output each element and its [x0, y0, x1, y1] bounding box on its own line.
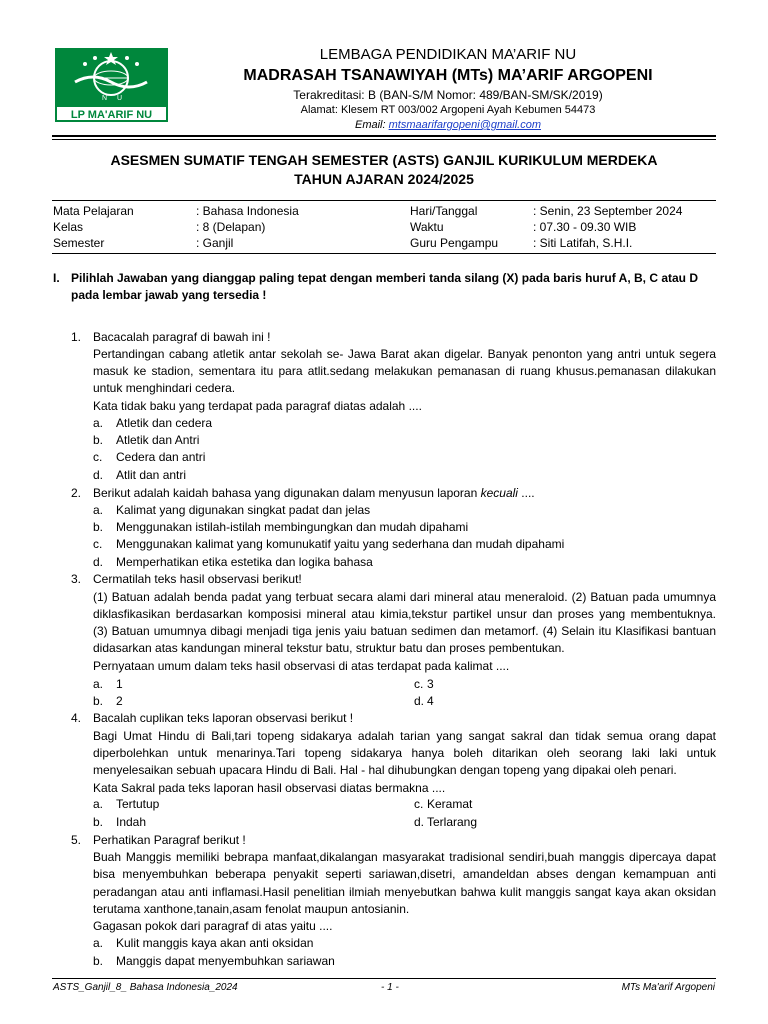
option-letter: a. [93, 416, 104, 430]
option-letter: c. [414, 677, 424, 691]
question-number: 2. [71, 486, 82, 500]
question-text: bisa menyembuhkan beberapa penyakit seperti sariawan,disetri, amandeldan abses dengan kemampuan anti [93, 867, 716, 881]
question-text: menyelesaikan sebuah upacara Hindu di Bali. Hal - hal dihubungkan dengan topeng yang dipakai oleh penari. [93, 763, 677, 777]
svg-text:U: U [117, 95, 123, 102]
option-letter: d. [93, 468, 104, 482]
footer-school: MTs Ma'arif Argopeni [621, 982, 715, 993]
question-text: Bagi Umat Hindu di Bali,tari topeng sidakarya adalah tarian yang sangat sakral dan tidak semua orang dapat [93, 729, 716, 743]
email-link[interactable]: mtsmaarifargopeni@gmail.com [388, 119, 541, 131]
question-text: Pertandingan cabang atletik antar sekolah se- Jawa Barat akan digelar. Banyak penonton yang antri untuk segera [93, 347, 716, 361]
question-text: diperbolehkan untuk menarinya.Tari topeng sidakarya hanya boleh ditarikan oleh seorang laki laki untuk [93, 746, 716, 760]
info-value: : 8 (Delapan) [196, 220, 266, 234]
question-stem-end: .... [517, 486, 535, 500]
school-name: MADRASAH TSANAWIYAH (MTs) MA’ARIF ARGOPENI [243, 67, 653, 84]
option-text: Manggis dapat menyembuhkan sariawan [116, 954, 335, 968]
option-letter: b. [93, 815, 104, 829]
question-number: 1. [71, 330, 82, 344]
question-stem-emphasis: kecuali [480, 486, 518, 500]
institution-name: LEMBAGA PENDIDIKAN MA’ARIF NU [319, 46, 577, 63]
option-letter: d. [414, 815, 425, 829]
section-number: I. [53, 271, 60, 285]
info-top-divider [52, 200, 716, 201]
question-number: 5. [71, 833, 82, 847]
info-bottom-divider [52, 253, 716, 254]
question-text: Buah Manggis memiliki bebrapa manfaat,dikalangan masyarakat tradisional sendiri,buah manggis dipercaya dapat [93, 850, 716, 864]
info-label: Hari/Tanggal [410, 204, 478, 218]
option-text: 3 [427, 677, 434, 691]
question-stem: Berikut adalah kaidah bahasa yang digunakan dalam menyusun laporan [93, 486, 481, 500]
question-text: diklasfikasikan berdasarkan komposisi mineral atau kimia,tekstur partikel unsur dan proses yang membentuknya. [93, 607, 716, 621]
email-line [180, 119, 716, 131]
info-label: Guru Pengampu [410, 236, 499, 250]
info-value: : Bahasa Indonesia [196, 204, 299, 218]
option-text: Atlit dan antri [116, 468, 187, 482]
info-value: : Senin, 23 September 2024 [533, 204, 683, 218]
question-text: (3) Batuan umumnya dibagi menjadi tiga jenis yaiu batuan sedimen dan metamorf. (4) Selain itu Klasifikasi bantuan [93, 624, 716, 638]
footer-page-number: - 1 - [381, 982, 399, 993]
question-text: Kata tidak baku yang terdapat pada paragraf diatas adalah .... [93, 399, 422, 413]
info-value: : Siti Latifah, S.H.I. [533, 236, 633, 250]
info-label: Semester [53, 236, 105, 250]
option-text: Atletik dan cedera [116, 416, 213, 430]
question-text: Pernyataan umum dalam teks hasil observasi di atas terdapat pada kalimat .... [93, 659, 510, 673]
info-value: : 07.30 - 09.30 WIB [533, 220, 637, 234]
header-divider [52, 135, 716, 137]
school-logo [55, 48, 168, 122]
option-letter: b. [93, 954, 104, 968]
section-instruction: Pilihlah Jawaban yang dianggap paling tepat dengan memberi tanda silang (X) pada baris huruf A, B, C atau D [71, 271, 698, 285]
option-text: Menggunakan kalimat yang komunukatif yaitu yang sederhana dan mudah dipahami [116, 537, 565, 551]
exam-title: ASESMEN SUMATIF TENGAH SEMESTER (ASTS) GANJIL KURIKULUM MERDEKA [110, 152, 658, 168]
option-letter: b. [93, 433, 104, 447]
question-text: Kata Sakral pada teks laporan hasil observasi diatas bermakna .... [93, 781, 446, 795]
option-letter: c. [93, 537, 103, 551]
option-letter: c. [93, 450, 103, 464]
question-text: didasarkan atas kandungan mineral tekstur batu, struktur batu dan proses pembentukan. [93, 641, 565, 655]
logo-label: LP MA'ARIF NU [55, 105, 168, 122]
info-value: : Ganjil [196, 236, 234, 250]
option-letter: a. [93, 936, 104, 950]
nu-emblem-icon [55, 48, 168, 105]
question-text: untuk menghindari cedera. [93, 381, 236, 395]
question-text: peradangan atau anti inflamasi.Hasil penelitian ilmiah menyebutkan bahwa kulit manggis sangat kaya akan oksidan [93, 885, 716, 899]
footer-doc-id: ASTS_Ganjil_8_ Bahasa Indonesia_2024 [53, 982, 238, 993]
email-label: Email: [354, 119, 389, 131]
question-text: Bacalah cuplikan teks laporan observasi berikut ! [93, 711, 354, 725]
option-text: Atletik dan Antri [116, 433, 200, 447]
info-label: Waktu [410, 220, 444, 234]
option-letter: b. [93, 520, 104, 534]
option-letter: b. [93, 694, 104, 708]
option-text: Tertutup [116, 797, 160, 811]
option-text: Terlarang [427, 815, 478, 829]
info-label: Mata Pelajaran [53, 204, 134, 218]
header-divider-thin [52, 139, 716, 140]
question-text [93, 486, 535, 500]
question-text: (1) Batuan adalah benda padat yang terbuat secara alami dari mineral atau meneraloid. (2) Batuan pada umumnya [93, 590, 716, 604]
info-label: Kelas [53, 220, 84, 234]
option-text: 1 [116, 677, 123, 691]
option-letter: c. [414, 797, 424, 811]
option-text: 4 [427, 694, 434, 708]
option-letter: d. [414, 694, 425, 708]
footer-divider [52, 978, 716, 979]
option-text: Kulit manggis kaya akan anti oksidan [116, 936, 314, 950]
option-text: Kalimat yang digunakan singkat padat dan jelas [116, 503, 371, 517]
question-number: 4. [71, 711, 82, 725]
option-text: Menggunakan istilah-istilah membingungkan dan mudah dipahami [116, 520, 469, 534]
option-letter: a. [93, 503, 104, 517]
question-text: Perhatikan Paragraf berikut ! [93, 833, 246, 847]
option-text: 2 [116, 694, 123, 708]
question-number: 3. [71, 572, 82, 586]
question-text: Bacacalah paragraf di bawah ini ! [93, 330, 271, 344]
option-text: Keramat [427, 797, 473, 811]
option-text: Indah [116, 815, 147, 829]
address: Alamat: Klesem RT 003/002 Argopeni Ayah Kebumen 54473 [300, 104, 596, 116]
question-text: masuk ke stadion, sementara itu para atlit.sedang melakukan pemanasan di ruang khusus.pemanasan dilakukan [93, 364, 716, 378]
question-text: Cermatilah teks hasil observasi berikut! [93, 572, 302, 586]
option-letter: d. [93, 555, 104, 569]
option-letter: a. [93, 677, 104, 691]
question-text: Gagasan pokok dari paragraf di atas yaitu .... [93, 919, 333, 933]
option-text: Memperhatikan etika estetika dan logika bahasa [116, 555, 373, 569]
option-letter: a. [93, 797, 104, 811]
question-text: terutama xanthone,tanain,asam fenolat maupun antosianin. [93, 902, 410, 916]
option-text: Cedera dan antri [116, 450, 206, 464]
svg-text:N: N [102, 95, 108, 102]
accreditation: Terakreditasi: B (BAN-S/M Nomor: 489/BAN-SM/SK/2019) [293, 88, 603, 102]
exam-year: TAHUN AJARAN 2024/2025 [294, 171, 474, 187]
section-instruction: pada lembar jawab yang tersedia ! [71, 288, 267, 302]
